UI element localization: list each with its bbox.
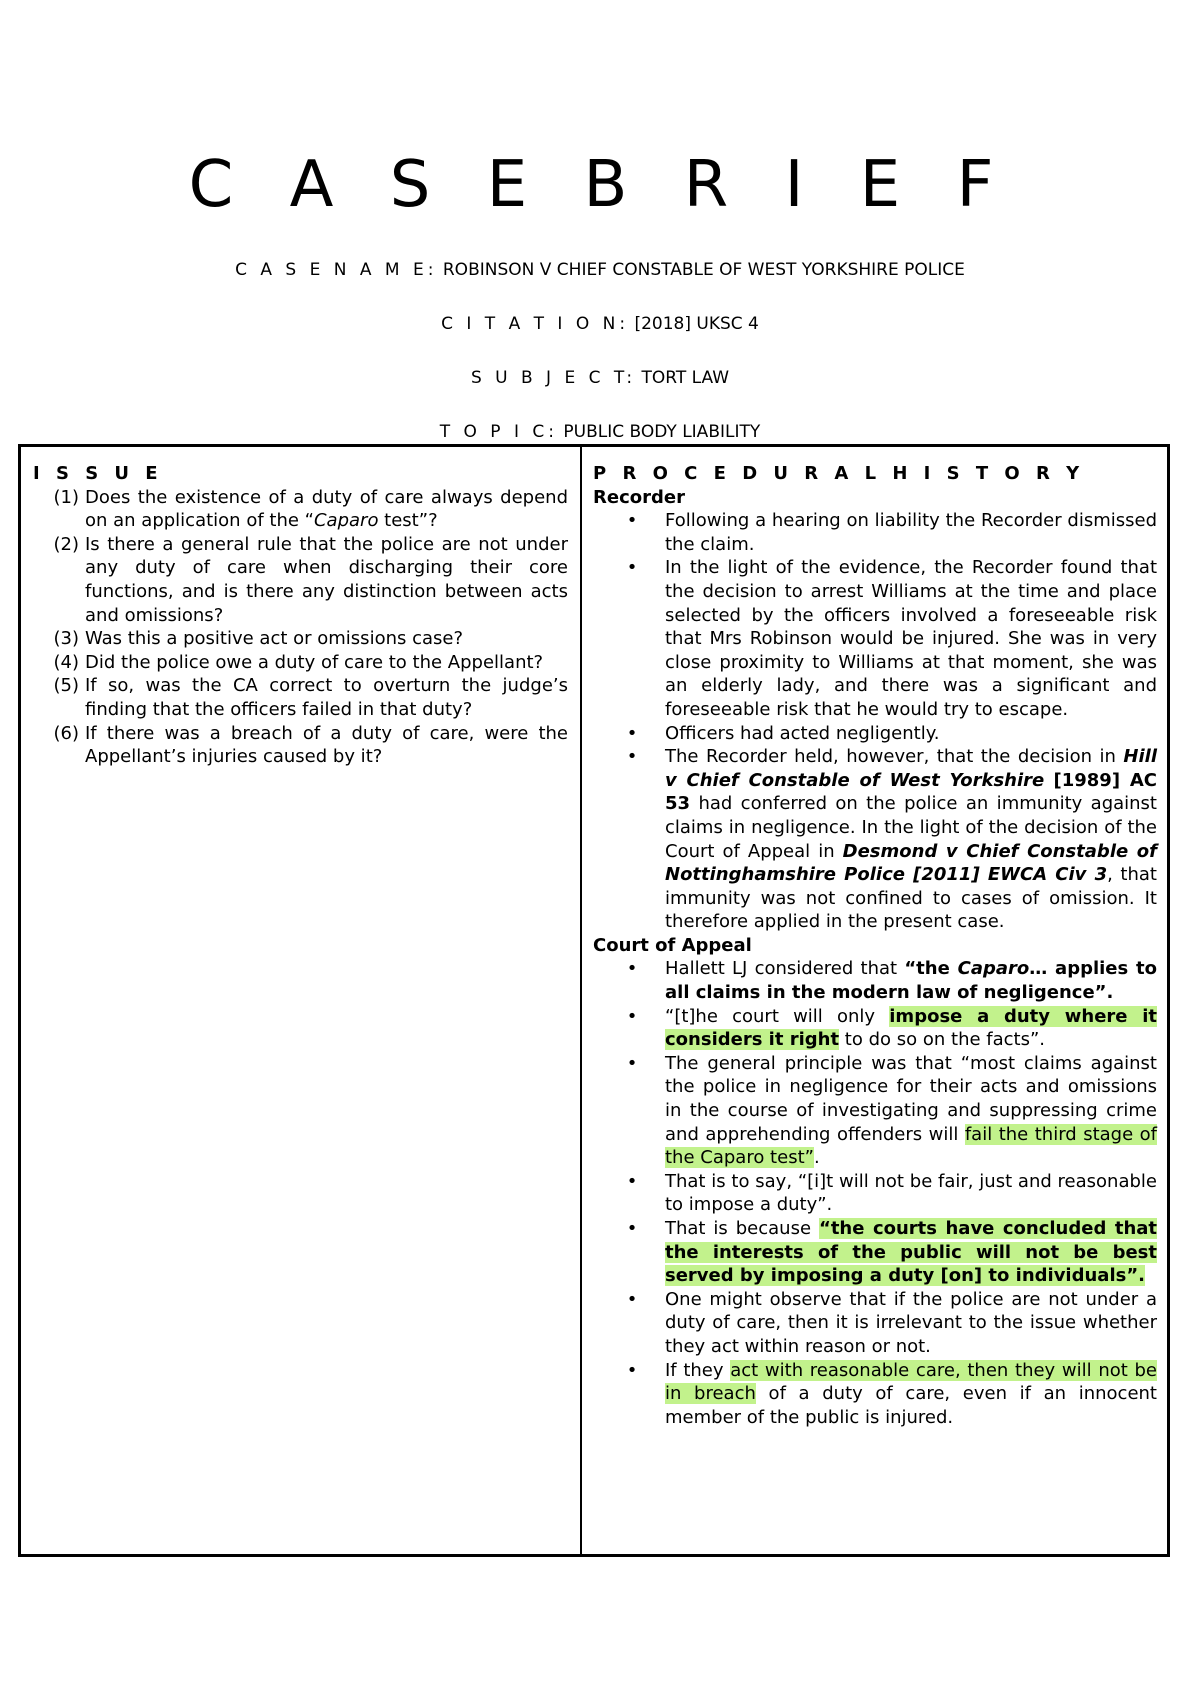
item-text: The Recorder held, however, that the decision in Hill v Chief Constable of West Yorkshire [1989] AC 53 had conferred on the police an immunity against claims in negligence. In the light of the decision of the Court of Appeal in Desmond v Chief Constable of Nottinghamshire Police [2011] EWCA Civ 3, that immunity was not confined to cases of omission. It therefore applied in the present case. (665, 746, 1157, 933)
item-text: Following a hearing on liability the Recorder dismissed the claim. (665, 510, 1157, 555)
case-name-line (0, 260, 1200, 280)
topic-line (0, 422, 1200, 442)
list-item (593, 957, 1157, 1004)
item-number: (5) (53, 675, 79, 697)
item-text: Was this a positive act or omissions case? (85, 628, 464, 650)
item-text: Does the existence of a duty of care always depend on an application of the “Caparo test”? (85, 486, 568, 532)
list-item (593, 556, 1157, 721)
list-item (593, 745, 1157, 934)
bullet-icon: • (626, 1170, 638, 1192)
citation-reference: [1989] AC 53 (665, 769, 1157, 815)
citation-line (0, 314, 1200, 334)
bullet-icon: • (626, 510, 638, 532)
bullet-icon: • (626, 1359, 638, 1381)
item-number: (2) (53, 533, 79, 555)
item-number: (3) (53, 628, 79, 650)
procedural-history-heading: P R O C E D U R A L H I S T O R Y (593, 463, 1085, 484)
issue-list (33, 486, 568, 769)
case-reference: Desmond v Chief Constable of Nottinghamshire Police [2011] EWCA Civ 3 (665, 840, 1157, 886)
list-item (593, 1217, 1157, 1288)
subject-label: S U B J E C T: (470, 368, 637, 388)
bullet-icon: • (626, 958, 638, 980)
topic-value: PUBLIC BODY LIABILITY (563, 422, 761, 442)
court-of-appeal-heading: Court of Appeal (593, 934, 752, 956)
item-text: One might observe that if the police are not under a duty of care, then it is irrelevant to the issue whether they act within reason or not. (665, 1288, 1157, 1357)
list-item (33, 674, 568, 721)
list-item (593, 1288, 1157, 1359)
bullet-icon: • (626, 1218, 638, 1239)
brief-table (18, 444, 1170, 1557)
topic-label: T O P I C: (439, 422, 558, 442)
subject-line (0, 368, 1200, 388)
item-text: If so, was the CA correct to overturn the judge’s finding that the officers failed in that duty? (85, 675, 568, 720)
recorder-list (593, 509, 1157, 934)
bullet-icon: • (626, 557, 638, 579)
highlighted-text: “the courts have concluded that the interests of the public will not be best served by imposing a duty [on] to individuals”. (665, 1218, 1158, 1287)
bullet-icon: • (626, 746, 638, 768)
case-name-label: C A S E N A M E: (235, 260, 438, 280)
list-item (593, 722, 1157, 746)
citation-label: C I T A T I O N: (441, 314, 630, 334)
case-name-value: ROBINSON V CHIEF CONSTABLE OF WEST YORKSHIRE POLICE (442, 260, 965, 280)
subject-value: TORT LAW (641, 368, 730, 388)
recorder-heading: Recorder (593, 486, 685, 508)
highlighted-text: act with reasonable care, then they will not be in breach (665, 1359, 1157, 1405)
procedural-history-column (582, 447, 1167, 1554)
item-text: That is because “the courts have concluded that the interests of the public will not be best served by imposing a duty [on] to individuals”. (665, 1218, 1158, 1287)
item-text: That is to say, “[i]t will not be fair, just and reasonable to impose a duty”. (665, 1170, 1157, 1216)
bullet-icon: • (626, 722, 638, 744)
item-text: In the light of the evidence, the Recorder found that the decision to arrest Williams at the time and place selected by the officers involved a foreseeable risk that Mrs Robinson would be injured. She was in very close proximity to Williams at that moment, she was an elderly lady, and there was a significant and foreseeable risk that he would try to escape. (665, 557, 1157, 720)
item-number: (1) (53, 486, 79, 508)
item-text: Officers had acted negligently. (665, 722, 940, 744)
case-reference: Hill v Chief Constable of West Yorkshire (665, 746, 1157, 791)
item-text: If they act with reasonable care, then they will not be in breach of a duty of care, even if an innocent member of the public is injured. (665, 1359, 1157, 1428)
list-item (593, 509, 1157, 556)
item-number: (4) (53, 651, 79, 673)
item-text: Is there a general rule that the police are not under any duty of care when discharging their core functions, and is there any distinction between acts and omissions? (85, 533, 568, 626)
highlighted-text: fail the third stage of the Caparo test” (665, 1123, 1158, 1169)
item-text: “[t]he court will only impose a duty where it considers it right to do so on the facts”. (665, 1005, 1158, 1051)
list-item (33, 651, 568, 675)
list-item (593, 1359, 1157, 1430)
issue-column (21, 447, 582, 1554)
bullet-icon: • (626, 1005, 638, 1027)
item-text: Hallett LJ considered that “the Caparo… applies to all claims in the modern law of negligence”. (665, 958, 1157, 1004)
court-of-appeal-list (593, 957, 1157, 1429)
page-title: C A S E B R I E F (188, 148, 1012, 222)
issue-heading: I S S U E (33, 463, 163, 484)
item-text: If there was a breach of a duty of care, were the Appellant’s injuries caused by it? (85, 722, 568, 768)
list-item (33, 486, 568, 533)
bullet-icon: • (626, 1052, 638, 1074)
list-item (593, 1052, 1157, 1170)
item-text: Did the police owe a duty of care to the Appellant? (85, 651, 544, 673)
item-number: (6) (53, 722, 79, 744)
highlighted-text: impose a duty where it considers it right (665, 1005, 1158, 1051)
item-text: The general principle was that “most claims against the police in negligence for their acts and omissions in the course of investigating and suppressing crime and apprehending offenders will fail the third stage of the Caparo test”. (665, 1052, 1158, 1169)
list-item (33, 533, 568, 627)
list-item (33, 627, 568, 651)
list-item (593, 1005, 1157, 1052)
list-item (593, 1170, 1157, 1217)
citation-value: [2018] UKSC 4 (634, 314, 759, 334)
bullet-icon: • (626, 1288, 638, 1310)
list-item (33, 722, 568, 769)
